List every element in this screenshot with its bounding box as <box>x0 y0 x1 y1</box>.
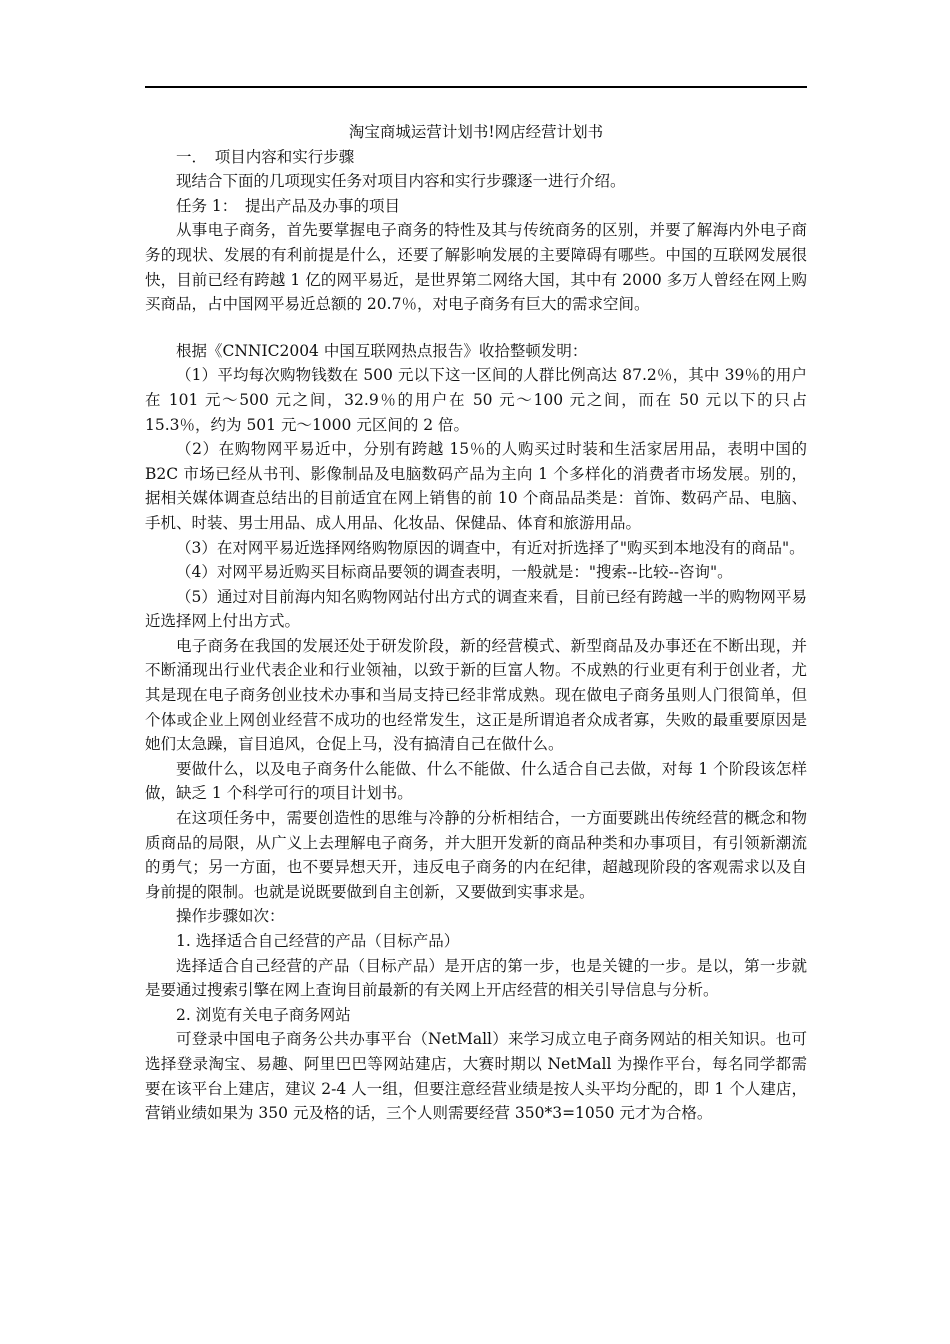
paragraph-ecommerce-overview: 从事电子商务，首先要掌握电子商务的特性及其与传统商务的区别，并要了解海内外电子商务的现状、发展的有利前提是什么，还要了解影响发展的主要障碍有哪些。中国的互联网发展很快，目前已经有跨越 1 亿的网平易近，是世界第二网络大国，其中有 2000 多万人曾经在网上购买商品，占中国网平易近总额的 20.7％，对电子商务有巨大的需求空间。 <box>145 221 807 314</box>
section-heading: 一． 项目内容和实行步骤 <box>176 147 355 166</box>
step-2-text: 可登录中国电子商务公共办事平台（NetMall）来学习成立电子商务网站的相关知识。也可选择登录淘宝、易趣、阿里巴巴等网站建店，大赛时期以 NetMall 为操作平台，每名同学都需要在该平台上建店，建议 2-4 人一组，但要注意经营业绩是按人头平均分配的，即 1 个人建店，营销业绩如果为 350 元及格的话，三个人则需要经营 350*3=1050 元才为合格。 <box>145 1030 807 1123</box>
steps-heading: 操作步骤如次： <box>176 907 285 926</box>
intro-paragraph: 现结合下面的几项现实任务对项目内容和实行步骤逐一进行介绍。 <box>176 172 626 191</box>
finding-item-3: （3）在对网平易近选择网络购物原因的调查中，有近对折选择了"购买到本地没有的商品"。 <box>176 538 805 557</box>
paragraph-spacer <box>145 317 807 339</box>
header-rule <box>145 86 807 88</box>
document-title: 淘宝商城运营计划书!网店经营计划书 <box>348 123 604 141</box>
paragraph-task-thinking: 在这项任务中，需要创造性的思维与冷静的分析相结合，一方面要跳出传统经营的概念和物质商品的局限，从广义上去理解电子商务，并大胆开发新的商品种类和办事项目，有引领新潮流的勇气；另一方面，也不要异想天开，违反电子商务的内在纪律，超越现阶段的客观需求以及自身前提的限制。也就是说既要做到自主创新，又要做到实事求是。 <box>145 809 807 901</box>
step-1-text: 选择适合自己经营的产品（目标产品）是开店的第一步，也是关键的一步。是以，第一步就是要通过搜索引擎在网上查询目前最新的有关网上开店经营的相关引导信息与分析。 <box>145 956 807 1000</box>
step-2-heading: 2. 浏览有关电子商务网站 <box>176 1005 351 1024</box>
document-body <box>145 120 807 1126</box>
paragraph-development-stage: 电子商务在我国的发展还处于研发阶段，新的经营模式、新型商品及办事还在不断出现，并不断涌现出行业代表企业和行业领袖，以致于新的巨富人物。不成熟的行业更有利于创业者，尤其是现在电子商务创业技术办事和当局支持已经非常成熟。现在做电子商务虽则人门很简单，但个体或企业上网创业经营不成功的也经常发生，这正是所谓追者众成者寡，失败的最重要原因是她们太急躁，盲目追风，仓促上马，没有搞清自己在做什么。 <box>145 636 807 754</box>
step-1-heading: 1. 选择适合自己经营的产品（目标产品） <box>176 932 460 950</box>
finding-item-1: （1）平均每次购物钱数在 500 元以下这一区间的人群比例高达 87.2％，其中 39％的用户在 101 元～500 元之间，32.9％的用户在 50 元～100 元之间，而在 50 元以下的只占 15.3％，约为 501 元～1000 元区间的 2 倍。 <box>145 366 807 434</box>
finding-item-2: （2）在购物网平易近中，分别有跨越 15％的人购买过时装和生活家居用品，表明中国的 B2C 市场已经从书刊、影像制品及电脑数码产品为主向 1 个多样化的消费者市场发展。别的，据相关媒体调查总结出的目前适宜在网上销售的前 10 个商品品类是：首饰、数码产品、电脑、手机、时装、男士用品、成人用品、化妆品、保健品、体育和旅游用品。 <box>145 440 807 532</box>
paragraph-report-source: 根据《CNNIC2004 中国互联网热点报告》收拾整顿发明： <box>176 341 588 360</box>
finding-item-4: （4）对网平易近购买目标商品要领的调查表明，一般就是："搜索--比较--咨询"。 <box>176 563 733 582</box>
task-heading: 任务 1： 提出产品及办事的项目 <box>176 196 401 215</box>
finding-item-5: （5）通过对目前海内知名购物网站付出方式的调查来看，目前已经有跨越一半的购物网平易近选择网上付出方式。 <box>145 587 807 631</box>
paragraph-plan-needed: 要做什么，以及电子商务什么能做、什么不能做、什么适合自己去做，对每 1 个阶段该怎样做，缺乏 1 个科学可行的项目计划书。 <box>145 759 807 803</box>
